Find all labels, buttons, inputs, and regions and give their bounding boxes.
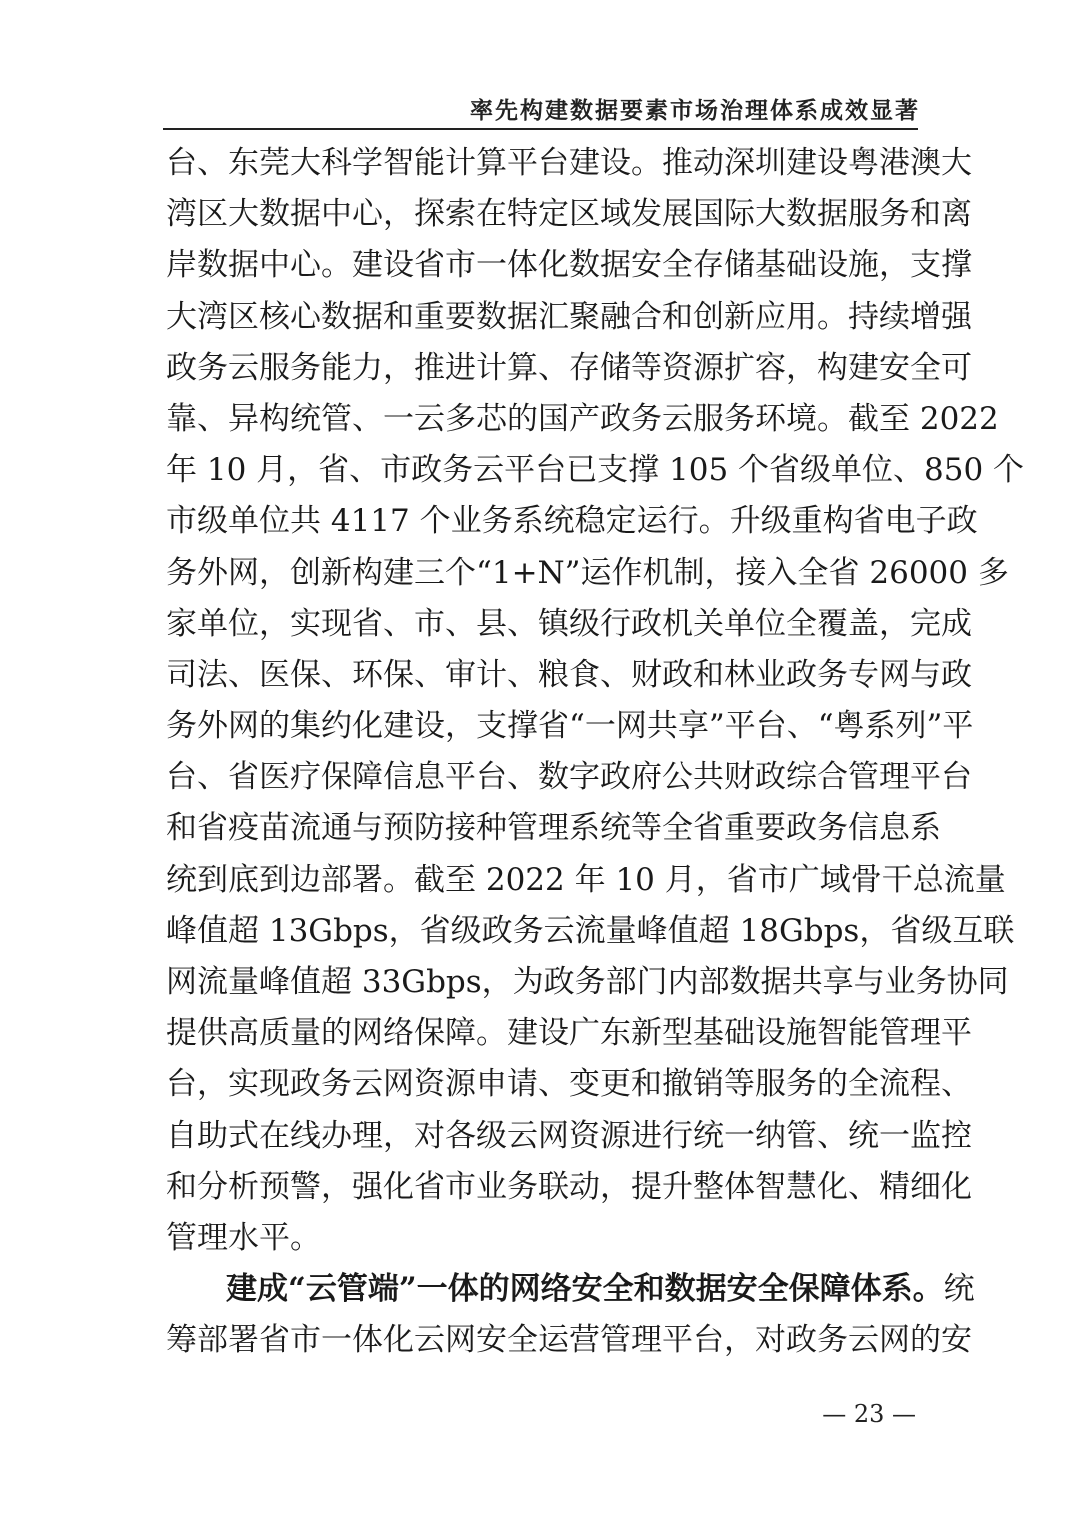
text-line: 司法、医保、环保、审计、粮食、财政和林业政务专网与政 bbox=[166, 656, 972, 693]
body-text bbox=[166, 138, 1025, 1367]
text-line: 年 10 月，省、市政务云平台已支撑 105 个省级单位、850 个 bbox=[166, 452, 1025, 489]
text-line: 政务云服务能力，推进计算、存储等资源扩容，构建安全可 bbox=[166, 349, 972, 386]
text-line: 台、东莞大科学智能计算平台建设。推动深圳建设粤港澳大 bbox=[166, 145, 972, 181]
text-line: 靠、异构统管、一云多芯的国产政务云服务环境。截至 2022 bbox=[166, 400, 999, 437]
text-line: 湾区大数据中心，探索在特定区域发展国际大数据服务和离 bbox=[166, 196, 972, 233]
section-lead-rest: 统 bbox=[943, 1271, 975, 1308]
text-line: 管理水平。 bbox=[166, 1219, 321, 1256]
text-line: 自助式在线办理，对各级云网资源进行统一纳管、统一监控 bbox=[166, 1117, 972, 1154]
text-line: 岸数据中心。建设省市一体化数据安全存储基础设施，支撑 bbox=[166, 247, 972, 284]
text-line: 峰值超 13Gbps，省级政务云流量峰值超 18Gbps，省级互联 bbox=[166, 912, 1015, 949]
section-lead-line bbox=[166, 1264, 975, 1315]
text-line: 大湾区核心数据和重要数据汇聚融合和创新应用。持续增强 bbox=[166, 298, 972, 335]
text-line: 务外网的集约化建设，支撑省“一网共享”平台、“粤系列”平 bbox=[166, 708, 974, 745]
text-line: 和省疫苗流通与预防接种管理系统等全省重要政务信息系 bbox=[166, 810, 941, 847]
page-number: — 23 — bbox=[822, 1400, 916, 1428]
text-line: 筹部署省市一体化云网安全运营管理平台，对政务云网的安 bbox=[166, 1322, 972, 1359]
running-header-title: 率先构建数据要素市场治理体系成效显著 bbox=[470, 97, 920, 124]
text-line: 统到底到边部署。截至 2022 年 10 月，省市广域骨干总流量 bbox=[166, 861, 1006, 898]
text-line: 网流量峰值超 33Gbps，为政务部门内部数据共享与业务协同 bbox=[166, 964, 1009, 1000]
text-line: 台、省医疗保障信息平台、数字政府公共财政综合管理平台 bbox=[166, 759, 972, 796]
text-line: 和分析预警，强化省市业务联动，提升整体智慧化、精细化 bbox=[166, 1168, 972, 1205]
text-line: 家单位，实现省、市、县、镇级行政机关单位全覆盖，完成 bbox=[166, 605, 972, 642]
text-line: 台，实现政务云网资源申请、变更和撤销等服务的全流程、 bbox=[166, 1066, 972, 1103]
header-divider bbox=[163, 128, 918, 130]
text-line: 市级单位共 4117 个业务系统稳定运行。升级重构省电子政 bbox=[166, 503, 978, 540]
text-line: 提供高质量的网络保障。建设广东新型基础设施智能管理平 bbox=[166, 1015, 972, 1052]
section-lead-heading: 建成“云管端”一体的网络安全和数据安全保障体系。 bbox=[226, 1271, 944, 1308]
text-line: 务外网，创新构建三个“1+N”运作机制，接入全省 26000 多 bbox=[166, 554, 1009, 591]
